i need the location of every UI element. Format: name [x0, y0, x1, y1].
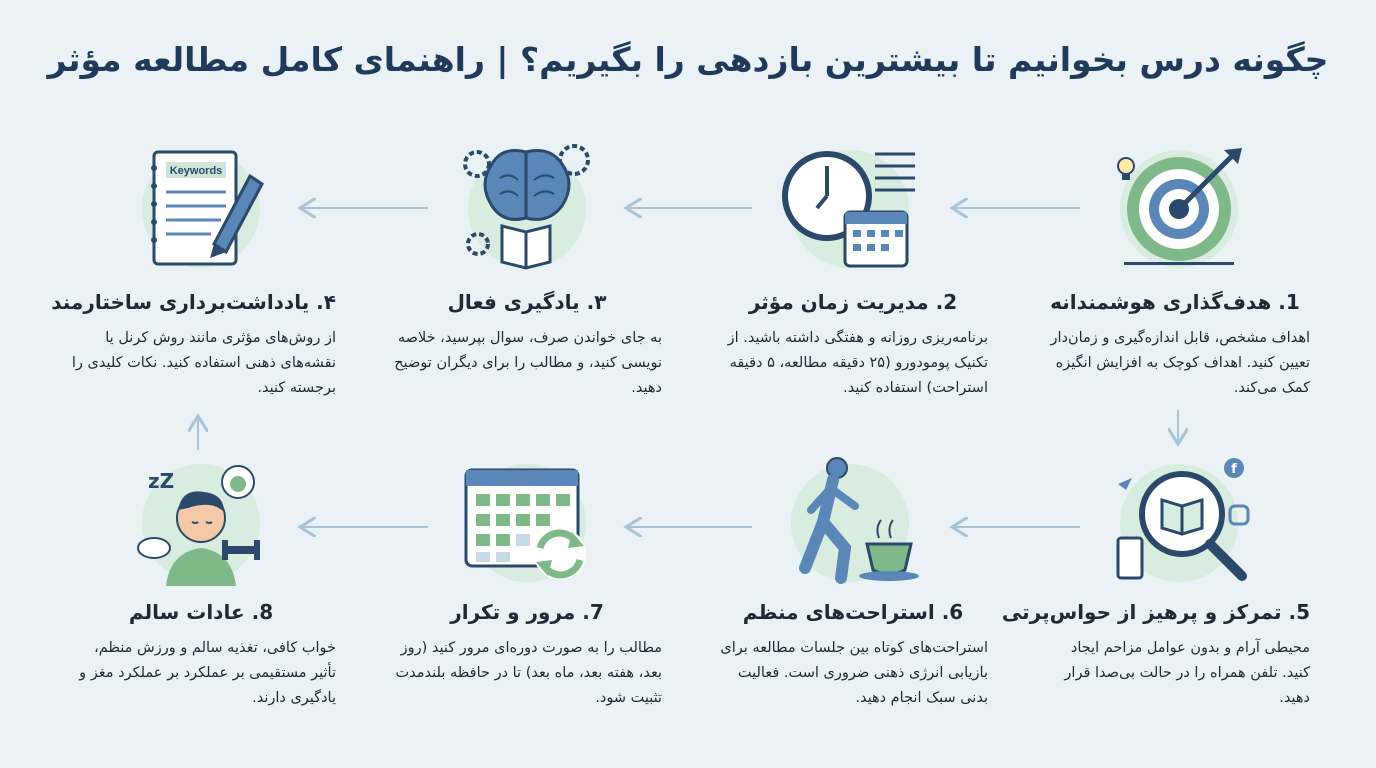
step-title: ۴. یادداشت‌برداری ساختارمند — [51, 290, 336, 314]
step-title: 5. تمرکز و پرهیز از حواس‌پرتی — [1001, 600, 1310, 624]
step-title: 7. مرور و تکرار — [450, 600, 604, 624]
keywords-label: Keywords — [169, 165, 223, 177]
step-description: استراحت‌های کوتاه بین جلسات مطالعه برای بازیابی انرژی ذهنی ضروری است. فعالیت بدنی سبک انجام دهید. — [720, 640, 988, 706]
step-description: محیطی آرام و بدون عوامل مزاحم ایجاد کنید. تلفن همراه را در حالت بی‌صدا قرار دهید. — [1064, 640, 1310, 706]
step-title: ۳. یادگیری فعال — [447, 290, 607, 314]
step-description: به جای خواندن صرف، سوال بپرسید، خلاصه نویسی کنید، و مطالب را برای دیگران توضیح دهید. — [394, 330, 662, 396]
page-title: چگونه درس بخوانیم تا بیشترین بازدهی را بگیریم؟ | راهنمای کامل مطالعه مؤثر — [47, 40, 1329, 79]
step-description: از روش‌های مؤثری مانند روش کرنل یا نقشه‌های ذهنی استفاده کنید. نکات کلیدی را برجسته کنید. — [71, 330, 336, 396]
step-title: 6. استراحت‌های منظم — [742, 600, 964, 624]
step-title: 1. هدف‌گذاری هوشمندانه — [1050, 290, 1300, 314]
step-title: 8. عادات سالم — [128, 600, 274, 624]
step-description: اهداف مشخص، قابل اندازه‌گیری و زمان‌دار تعیین کنید. اهداف کوچک به افزایش انگیزه کمک می‌کند. — [1050, 330, 1310, 396]
step-description: مطالب را به صورت دوره‌ای مرور کنید (روز بعد، هفته بعد، ماه بعد) تا در حافظه بلندمدت تثبیت شود. — [395, 640, 662, 706]
step-title: 2. مدیریت زمان مؤثر — [748, 290, 958, 314]
social-label: f — [1231, 462, 1237, 477]
step-description: برنامه‌ریزی روزانه و هفتگی داشته باشید. از تکنیک پومودورو (۲۵ دقیقه مطالعه، ۵ دقیقه استراحت) استفاده کنید. — [727, 330, 988, 396]
sleep-label: zZ — [148, 469, 175, 493]
step-description: خواب کافی، تغذیه سالم و ورزش منظم، تأثیر مستقیمی بر عملکرد بر عملکرد مغز و یادگیری دارند. — [79, 640, 336, 706]
